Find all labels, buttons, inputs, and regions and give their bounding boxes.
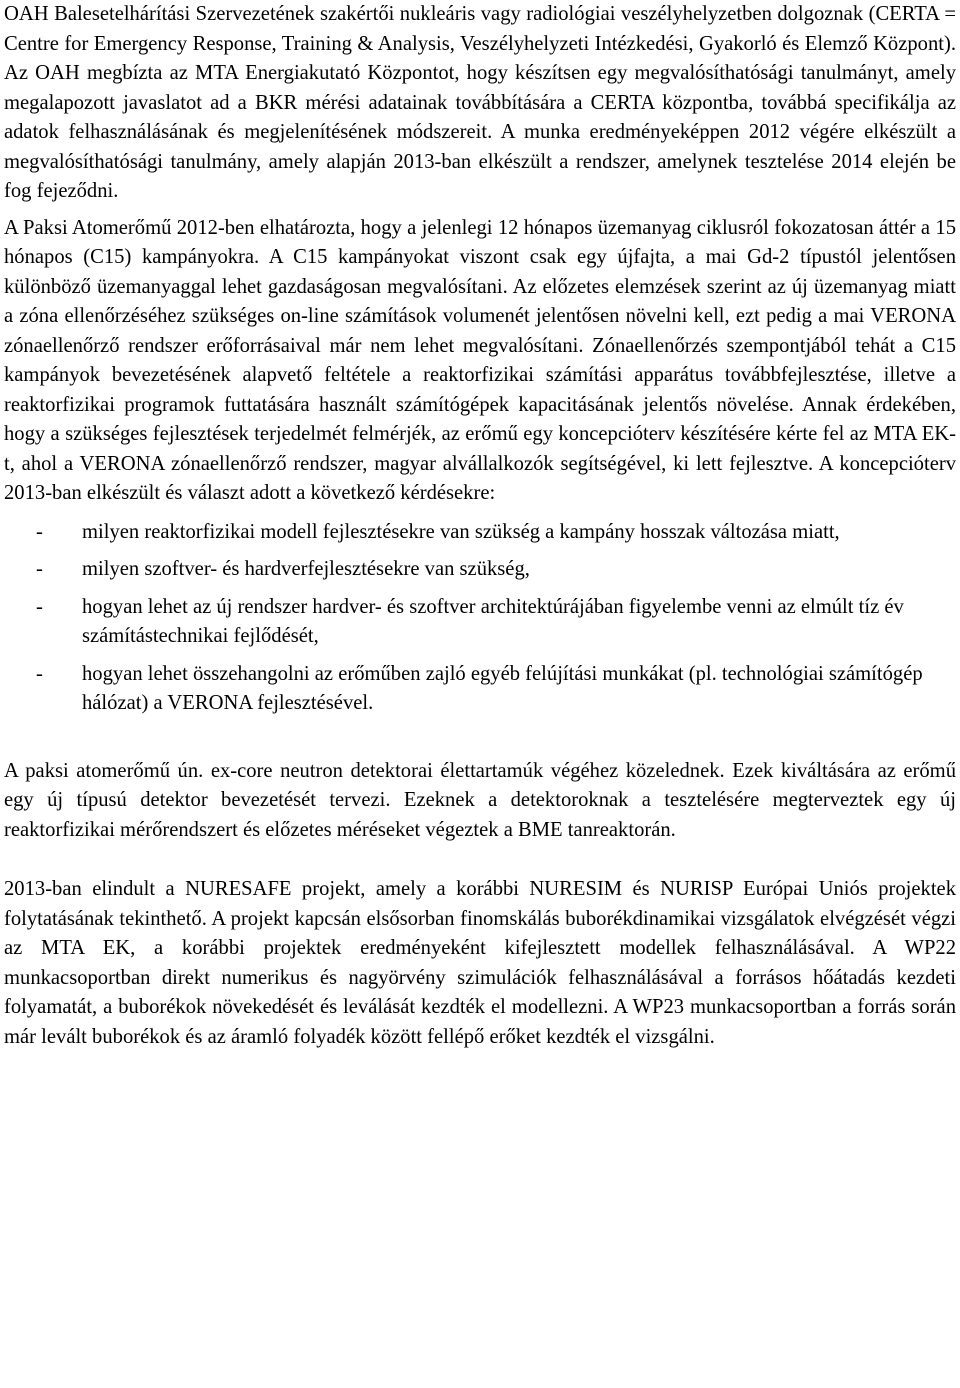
paragraph-paks-c15: A Paksi Atomerőmű 2012-ben elhatározta, hogy a jelenlegi 12 hónapos üzemanyag ciklusról fokozatosan áttér a 15 hónapos (C15) kampányokra. A C15 kampányokat viszont csak egy újfajta, a mai Gd-2 típustól jelentősen különböző üzemanyaggal lehet gazdaságosan megvalósítani. Az előzetes elemzések szerint az új üzemanyag miatt a zóna ellenőrzéséhez szükséges on-line számítások volumenét jelentősen növelni kell, ezt pedig a mai VERONA zónaellenőrző rendszer erőforrásaival már nem lehet megvalósítani. Zónaellenőrzés szempontjából tehát a C15 kampányok bevezetésének alapvető feltétele a reaktorfizikai számítási apparátus továbbfejlesztése, illetve a reaktorfizikai programok futtatására használt számítógépek kapacitásának jelentős növelése. Annak érdekében, hogy a szükséges fejlesztések terjedelmét felmérjék, az erőmű egy koncepcióterv készítésére kérte fel az MTA EK-t, ahol a VERONA zónaellenőrző rendszer, magyar alvállalkozók segítségével, ki lett fejlesztve. A koncepcióterv 2013-ban elkészült és választ adott a következő kérdésekre: [4, 216, 956, 504]
list-item-text: milyen szoftver- és hardverfejlesztésekre van szükség, [82, 558, 530, 580]
list-item [4, 660, 956, 719]
list-dash: - [36, 520, 43, 543]
question-list [4, 518, 956, 719]
list-item [4, 593, 956, 652]
list-item-text: hogyan lehet összehangolni az erőműben zajló egyéb felújítási munkákat (pl. technológiai számítógép hálózat) a VERONA fejlesztésével. [82, 662, 923, 714]
list-dash: - [36, 662, 43, 685]
section-spacer [4, 727, 956, 757]
paragraph-certa: OAH Balesetelhárítási Szervezetének szakértői nukleáris vagy radiológiai veszélyhelyzetben dolgoznak (CERTA = Centre for Emergency Response, Training & Analysis, Veszélyhelyzeti Intézkedési, Gyakorló és Elemző Központ). Az OAH megbízta az MTA Energiakutató Központot, hogy készítsen egy megvalósíthatósági tanulmányt, amely megalapozott javaslatot ad a BKR mérési adatainak továbbítására a CERTA központba, továbbá specifikálja az adatok felhasználásának és megjelenítésének módszereit. A munka eredményeképpen 2012 végére elkészült a megvalósíthatósági tanulmány, amely alapján 2013-ban elkészült a rendszer, amelynek tesztelése 2014 elején be fog fejeződni. [4, 3, 956, 202]
list-item-text: milyen reaktorfizikai modell fejlesztésekre van szükség a kampány hosszak változása miatt, [82, 520, 840, 543]
list-item [4, 555, 956, 585]
list-spacer [4, 509, 956, 518]
paragraph-spacer [4, 207, 956, 214]
list-dash: - [36, 558, 43, 580]
list-item [4, 518, 956, 548]
document-page [4, 0, 956, 1052]
paragraph-nuresafe: 2013-ban elindult a NURESAFE projekt, amely a korábbi NURESIM és NURISP Európai Uniós projektek folytatásának tekinthető. A projekt kapcsán elsősorban finomskálás buborékdinamikai vizsgálatok elvégzését végzi az MTA EK, a korábbi projektek eredményeként kifejlesztett modellek felhasználásával. A WP22 munkacsoportban direkt numerikus és nagyörvény szimulációk felhasználásával a forrásos hőátadás kezdeti folyamatát, a buborékok növekedését és leválását kezdték el modellezni. A WP23 munkacsoportban a forrás során már levált buborékok és az áramló folyadék között fellépő erőket kezdték el vizsgálni. [4, 878, 956, 1048]
list-item-text: hogyan lehet az új rendszer hardver- és szoftver architektúrájában figyelembe venni az elmúlt tíz év számítástechnikai fejlődését, [82, 595, 904, 647]
section-spacer [4, 845, 956, 875]
paragraph-detectors: A paksi atomerőmű ún. ex-core neutron detektorai élettartamúk végéhez közelednek. Ezek kiváltására az erőmű egy új típusú detektor bevezetését tervezi. Ezeknek a detektoroknak a tesztelésére megterveztek egy új reaktorfizikai mérőrendszert és előzetes méréseket végeztek a BME tanreaktorán. [4, 759, 956, 841]
list-dash: - [36, 595, 43, 618]
